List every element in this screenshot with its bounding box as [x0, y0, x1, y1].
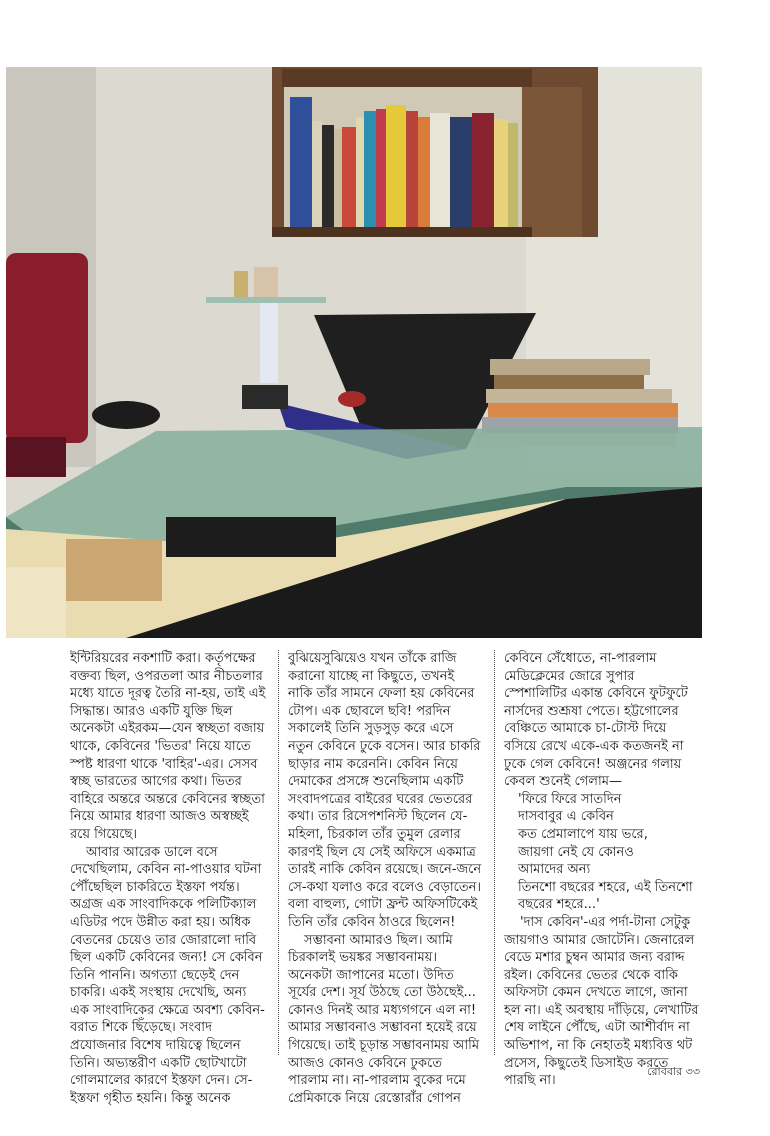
bookshelf: [272, 67, 598, 237]
paragraph: কেবিনে সেঁধোতে, না-পারলাম মেডিক্লেমের জোরে সুপার স্পেশালিটির একান্ত কেবিনে ফুটফুটে নার্সদের শুশ্রূষা পেতে। হট্টগোলের বেঞ্চিতে আমাকে চা-টোস্ট দিয়ে বসিয়ে রেখে একে-এক কতজনই না ঢুকে গেল কেবিনে! অঞ্জনের গলায় কেবল শুনেই গেলাম—: [504, 651, 688, 790]
office-photo-illustration: [6, 67, 702, 638]
verse-line: কত প্রেমালাপে যায় ভরে,: [518, 826, 648, 842]
song-verse: [504, 791, 700, 914]
column-divider: [494, 650, 495, 1055]
verse-line: তিনশো বছরের শহরে, এই তিনশো বছরের শহরে...': [518, 879, 693, 913]
paragraph: বুঝিয়েসুঝিয়েও যখন তাঁকে রাজি করানো যাচ্ছে না কিছুতে, তখনই নাকি তাঁর সামনে ফেলা হয় কেবিনের টোপ। এক ছোবলে ছবি! পরদিন সকালেই তিনি সুড়সুড় করে এসে নতুন কেবিনে ঢুকে বসেন। আর চাকরি ছাড়ার নাম করেননি। কেবিন নিয়ে দেমাকের প্রসঙ্গে শুনেছিলাম একটি সংবাদপত্রের বাইরের ঘরের ভেতরের কথা। তার রিসেপশনিস্ট ছিলেন যে-মহিলা, চিরকাল তাঁর তুমুল রেলার কারণই ছিল যে সেই অফিসে একমাত্র তারই নাকি কেবিন রয়েছে। জনে-জনে সে-কথা যলাও করে বলেও বেড়াতেন। বলা বাহুল্য, গোটা ফ্রন্ট অফিসটিকেই তিনি তাঁর কেবিন ঠাওরে ছিলেন!: [288, 651, 482, 930]
verse-line: 'ফিরে ফিরে সাতদিন: [518, 791, 622, 807]
verse-line: আমাদের অন্য: [518, 862, 591, 878]
article-column-2: [288, 650, 482, 1107]
paragraph: 'দাস কেবিন'-এর পর্দা-টানা সেটুকু জায়গাও আমার জোটেনি। জেনারেল বেডে মশার চুম্বন আমার জন্য বরাদ্দ রইল। কেবিনের ভেতর থেকে বাকি অফিসটা কেমন দেখতে লাগে, জানা হল না। এই অবস্থায় দাঁড়িয়ে, লেখাটির শেষ লাইনে পৌঁছে, এটা আশীর্বাদ না অভিশাপ, না কি নেহাতই মধ্যবিত্ত থট প্রসেস, কিছুতেই ডিসাইড করতে পারছি না।: [504, 914, 699, 1089]
article-column-3: [504, 650, 700, 1090]
page-footer: রোববার ৩৩: [647, 1065, 700, 1078]
column-divider: [278, 650, 279, 1055]
paragraph: সম্ভাবনা আমারও ছিল। আমি চিরকালই ভয়ঙ্কর সম্ভাবনাময়। অনেকটা জাপানের মতো। উদিত সূর্যের দেশ। সূর্য উঠছে তো উঠছেই... কোনও দিনই আর মধ্যগগনে এল না! আমার সম্ভাবনাও সম্ভাবনা হয়েই রয়ে গিয়েছে। তাই চূড়ান্ত সম্ভাবনাময় আমি আজও কোনও কেবিনে ঢুকতে পারলাম না। না-পারলাম বুকের দমে প্রেমিকাকে নিয়ে রেস্তোরাঁর গোপন: [288, 932, 480, 1106]
office-cabin-photo: [6, 67, 702, 638]
verse-line: জায়গা নেই যে কোনও: [518, 844, 634, 860]
verse-line: দাসবাবুর এ কেবিন: [518, 809, 614, 825]
paragraph: ইন্টিরিয়রের নকশাটি করা। কর্তৃপক্ষের বক্তব্য ছিল, ওপরতলা আর নীচতলার মধ্যে যাতে দূরত্ব তৈরি না-হয়, তাই এই সিদ্ধান্ত। আরও একটি যুক্তি ছিল অনেকটা এইরকম—যেন স্বচ্ছতা বজায় থাকে, কেবিনের 'ভিতর' নিয়ে যাতে স্পষ্ট ধারণা থাকে 'বাহির'-এর। সেসব স্বচ্ছ ভারতের আগের কথা। ভিতর বাহিরে অন্তরে অন্তরে কেবিনের স্বচ্ছতা নিয়ে আমার ধারণা আজও অস্বচ্ছই রয়ে গিয়েছে।: [70, 651, 266, 842]
article-column-1: [70, 650, 268, 1107]
paragraph: আবার আরেক ডালে বসে দেখেছিলাম, কেবিন না-পাওয়ার ঘটনা পৌঁছেছিল চাকরিতে ইস্তফা পর্যন্ত। অগ্রজ এক সাংবাদিককে পলিটিক্যাল এডিটর পদে উন্নীত করা হয়। অধিক বেতনের চেয়েও তার জোরালো দাবি ছিল একটি কেবিনের জন্য! সে কেবিন তিনি পাননি। অগত্যা ছেড়েই দেন চাকরি। একই সংস্থায় দেখেছি, অন্য এক সাংবাদিকের ক্ষেত্রে অবশ্য কেবিন-বরাত শিকে ছিঁড়েছে। সংবাদ প্রযোজনার বিশেষ দায়িত্বে ছিলেন তিনি। অভ্যন্তরীণ একটি ছোটখাটো গোলমালের কারণে ইস্তফা দেন। সে-ইস্তফা গৃহীত হয়নি। কিন্তু অনেক: [70, 844, 265, 1106]
